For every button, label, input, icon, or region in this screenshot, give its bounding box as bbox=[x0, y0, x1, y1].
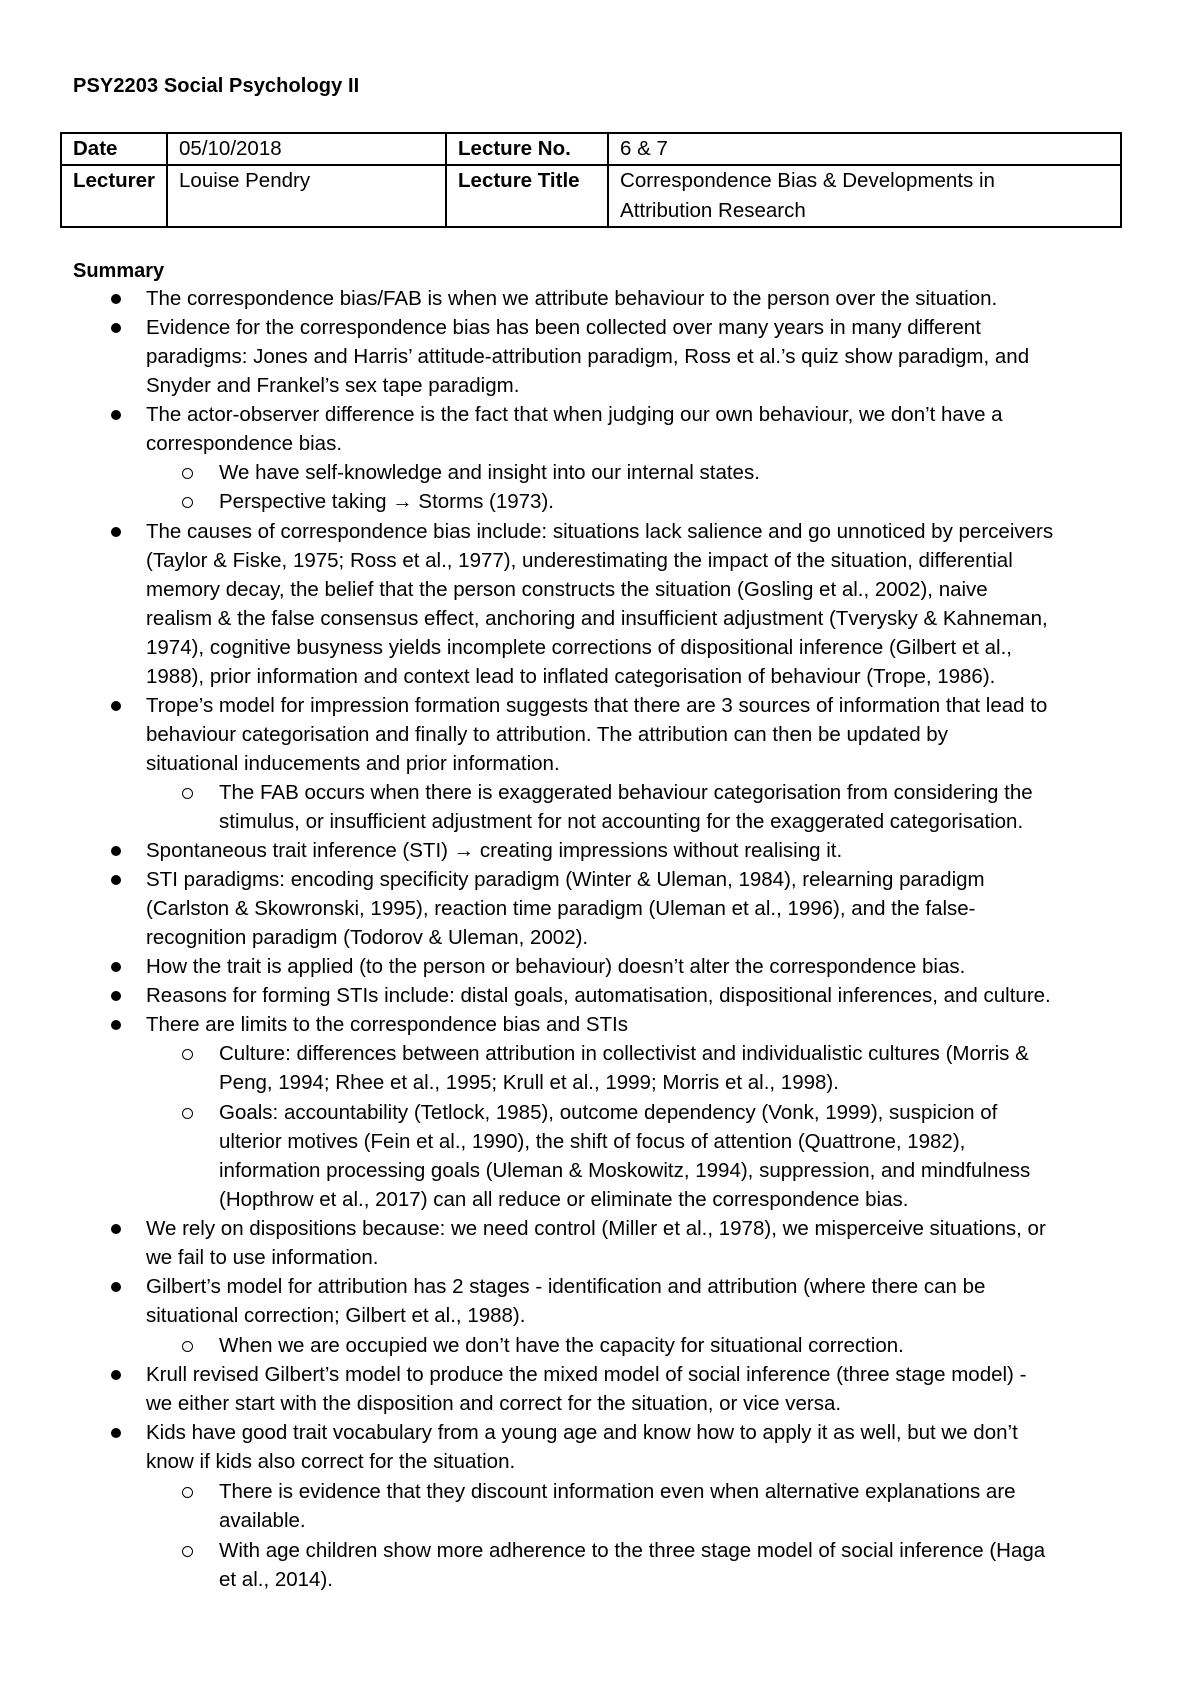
summary-subline: Goals: accountability (Tetlock, 1985), outcome dependency (Vonk, 1999), suspicion of bbox=[219, 1101, 998, 1124]
lecture-no-value: 6 & 7 bbox=[608, 133, 1121, 165]
lecture-title-line: Attribution Research bbox=[620, 199, 806, 222]
summary-line: Trope’s model for impression formation suggests that there are 3 sources of information that lead to bbox=[146, 694, 1048, 717]
summary-line: (Taylor & Fiske, 1975; Ross et al., 1977), underestimating the impact of the situation, differential bbox=[146, 549, 1013, 572]
summary-line: There are limits to the correspondence bias and STIs bbox=[146, 1013, 628, 1036]
lecturer-label: Lecturer bbox=[61, 165, 167, 227]
bullet-icon bbox=[111, 294, 121, 304]
sub-bullet-icon bbox=[182, 1108, 193, 1119]
lecture-no-label: Lecture No. bbox=[446, 133, 608, 165]
summary-subline: Perspective taking → Storms (1973). bbox=[219, 490, 554, 513]
sub-bullet-icon bbox=[182, 1341, 193, 1352]
date-label: Date bbox=[61, 133, 167, 165]
summary-line: recognition paradigm (Todorov & Uleman, 2002). bbox=[146, 926, 589, 949]
table-row bbox=[61, 165, 1121, 227]
summary-line: We rely on dispositions because: we need control (Miller et al., 1978), we misperceive situations, or bbox=[146, 1217, 1046, 1240]
bullet-icon bbox=[111, 1428, 121, 1438]
bullet-icon bbox=[111, 991, 121, 1001]
summary-line: realism & the false consensus effect, anchoring and insufficient adjustment (Tverysky & Kahneman, bbox=[146, 607, 1048, 630]
summary-line: 1988), prior information and context lead to inflated categorisation of behaviour (Trope, 1986). bbox=[146, 665, 996, 688]
bullet-icon bbox=[111, 1020, 121, 1030]
summary-line: Reasons for forming STIs include: distal goals, automatisation, dispositional inferences, and culture. bbox=[146, 984, 1051, 1007]
summary-subline: Culture: differences between attribution in collectivist and individualistic cultures (Morris & bbox=[219, 1042, 1029, 1065]
summary-subline: ulterior motives (Fein et al., 1990), the shift of focus of attention (Quattrone, 1982), bbox=[219, 1130, 966, 1153]
lecture-title-value bbox=[608, 165, 1121, 227]
summary-line: behaviour categorisation and finally to attribution. The attribution can then be updated by bbox=[146, 723, 948, 746]
sub-bullet-icon bbox=[182, 788, 193, 799]
lecturer-value: Louise Pendry bbox=[167, 165, 446, 227]
summary-subline: There is evidence that they discount information even when alternative explanations are bbox=[219, 1480, 1016, 1503]
summary-subline: (Hopthrow et al., 2017) can all reduce or eliminate the correspondence bias. bbox=[219, 1188, 909, 1211]
summary-line: know if kids also correct for the situation. bbox=[146, 1450, 516, 1473]
summary-subline: information processing goals (Uleman & Moskowitz, 1994), suppression, and mindfulness bbox=[219, 1159, 1031, 1182]
bullet-icon bbox=[111, 701, 121, 711]
summary-subline: The FAB occurs when there is exaggerated behaviour categorisation from considering the bbox=[219, 781, 1033, 804]
summary-line: paradigms: Jones and Harris’ attitude-attribution paradigm, Ross et al.’s quiz show paradigm, and bbox=[146, 345, 1030, 368]
summary-subline: We have self-knowledge and insight into our internal states. bbox=[219, 461, 760, 484]
sub-bullet-icon bbox=[182, 1546, 193, 1557]
bullet-icon bbox=[111, 1224, 121, 1234]
summary-subline: available. bbox=[219, 1509, 306, 1532]
bullet-icon bbox=[111, 1282, 121, 1292]
summary-line: situational correction; Gilbert et al., 1988). bbox=[146, 1304, 526, 1327]
summary-subline: et al., 2014). bbox=[219, 1568, 333, 1591]
table-row bbox=[61, 133, 1121, 165]
summary-line: we fail to use information. bbox=[146, 1246, 379, 1269]
summary-line: Kids have good trait vocabulary from a young age and know how to apply it as well, but we don’t bbox=[146, 1421, 1018, 1444]
sub-bullet-icon bbox=[182, 468, 193, 479]
summary-line: correspondence bias. bbox=[146, 432, 343, 455]
lecture-title-line: Correspondence Bias & Developments in bbox=[620, 169, 995, 192]
summary-line: Evidence for the correspondence bias has been collected over many years in many different bbox=[146, 316, 981, 339]
summary-line: we either start with the disposition and correct for the situation, or vice versa. bbox=[146, 1392, 842, 1415]
summary-subline: stimulus, or insufficient adjustment for not accounting for the exaggerated categorisation. bbox=[219, 810, 1024, 833]
summary-line: How the trait is applied (to the person or behaviour) doesn’t alter the correspondence bias. bbox=[146, 955, 966, 978]
bullet-icon bbox=[111, 323, 121, 333]
summary-line: The actor-observer difference is the fact that when judging our own behaviour, we don’t have a bbox=[146, 403, 1003, 426]
lecture-title-label: Lecture Title bbox=[446, 165, 608, 227]
sub-bullet-icon bbox=[182, 497, 193, 508]
summary-line: (Carlston & Skowronski, 1995), reaction time paradigm (Uleman et al., 1996), and the false- bbox=[146, 897, 976, 920]
summary-subline: When we are occupied we don’t have the capacity for situational correction. bbox=[219, 1334, 904, 1357]
summary-heading: Summary bbox=[73, 260, 165, 282]
bullet-icon bbox=[111, 846, 121, 856]
document-title: PSY2203 Social Psychology II bbox=[73, 75, 360, 97]
bullet-icon bbox=[111, 875, 121, 885]
summary-line: Krull revised Gilbert’s model to produce the mixed model of social inference (three stage model) - bbox=[146, 1363, 1027, 1386]
summary-subline: With age children show more adherence to the three stage model of social inference (Haga bbox=[219, 1539, 1046, 1562]
bullet-icon bbox=[111, 962, 121, 972]
summary-line: The causes of correspondence bias include: situations lack salience and go unnoticed by perceivers bbox=[146, 520, 1054, 543]
sub-bullet-icon bbox=[182, 1049, 193, 1060]
summary-line: STI paradigms: encoding specificity paradigm (Winter & Uleman, 1984), relearning paradigm bbox=[146, 868, 985, 891]
lecture-info-table bbox=[60, 132, 1122, 228]
summary-line: The correspondence bias/FAB is when we attribute behaviour to the person over the situation. bbox=[146, 287, 998, 310]
bullet-icon bbox=[111, 527, 121, 537]
date-value: 05/10/2018 bbox=[167, 133, 446, 165]
summary-line: Gilbert’s model for attribution has 2 stages - identification and attribution (where there can be bbox=[146, 1275, 986, 1298]
bullet-icon bbox=[111, 410, 121, 420]
summary-line: situational inducements and prior information. bbox=[146, 752, 560, 775]
summary-line: 1974), cognitive busyness yields incomplete corrections of dispositional inference (Gilbert et al., bbox=[146, 636, 1012, 659]
sub-bullet-icon bbox=[182, 1487, 193, 1498]
summary-subline: Peng, 1994; Rhee et al., 1995; Krull et al., 1999; Morris et al., 1998). bbox=[219, 1071, 839, 1094]
summary-line: Spontaneous trait inference (STI) → creating impressions without realising it. bbox=[146, 839, 843, 862]
summary-line: memory decay, the belief that the person constructs the situation (Gosling et al., 2002), naive bbox=[146, 578, 988, 601]
summary-line: Snyder and Frankel’s sex tape paradigm. bbox=[146, 374, 520, 397]
bullet-icon bbox=[111, 1370, 121, 1380]
